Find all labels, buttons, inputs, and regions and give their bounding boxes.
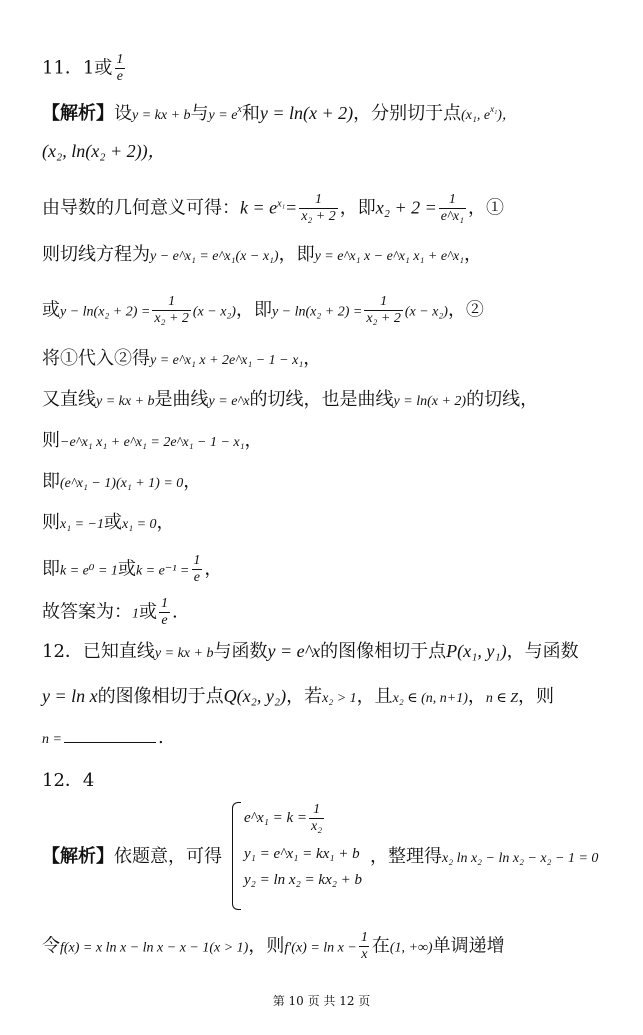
equation-system [232,800,382,910]
page-footer: 第 10 页 共 12 页 [272,994,371,1008]
q11-analysis-line-6: 将①代入②得y = e^x₁ x + 2e^x₁ − 1 − x₁， [42,348,322,369]
q11-analysis-line-4: 则切线方程为y − e^x₁ = e^x₁(x − x₁)，即y = e^x₁ x − e^x₁ x₁ + e^x₁， [42,244,483,265]
q11-answer-line [42,52,623,85]
answer-blank [64,726,156,743]
q11-analysis-line-10: 则x₁ = −1或x₁ = 0， [42,512,175,533]
q12-analysis-line-1: 【解析】依题意，可得 [42,846,222,867]
q11-analysis-line-8: 则−e^x₁ x₁ + e^x₁ = 2e^x₁ − 1 − x₁， [42,430,263,451]
q11-answer: 1或 [82,57,113,79]
q11-analysis-line-3: 由导数的几何意义可得：$k = e^{x_1}=$ $\frac{1}{\text{x₂ + 2}}$ ，即x₂ + 2 = $\frac{1}{\text{e\textasciicircum{}x₁}}$ ，① [42,192,504,224]
q11-analysis-line-1: 【解析】设y = kx + b与$y = e^x$和y = ln(x + 2)，分别切于点(x₁, $e^{x_1}$)， [42,103,516,124]
q11-number: 11． [42,57,83,79]
q11-analysis-line-7: 又直线y = kx + b是曲线y = e^x的切线，也是曲线y = ln(x + 2)的切线， [42,389,539,410]
analysis-tag: 【解析】 [42,846,114,867]
q12-number: 12． [42,641,83,662]
system-row-3: y₂ = ln x₂ = kx₂ + b [244,872,363,888]
system-row-2: y₁ = e^x₁ = kx₁ + b [244,846,360,862]
q11-analysis-line-2: (x₂, ln(x₂ + 2))， [42,141,166,161]
q12-statement-line-1: 12．已知直线y = kx + b与函数y = e^x的图像相切于点P(x₁, y₁)，与函数 [42,641,579,662]
analysis-tag: 【解析】 [42,103,114,124]
q11-analysis-line-5: 或y − ln(x₂ + 2) = $\frac{1}{\text{x₂ + 2}}$ (x − x₂)，即y − ln(x₂ + 2) = $\frac{1}{\text{x₂ + 2}}$ (x − x₂)，② [42,294,484,326]
q12-analysis-line-1b: ，整理得x₂ ln x₂ − ln x₂ − x₂ − 1 = 0 [370,846,599,867]
q11-analysis-line-9: 即(e^x₁ − 1)(x₁ + 1) = 0， [42,471,202,492]
q12-analysis-line-2: 令f(x) = x ln x − ln x − x − 1(x > 1)，则f′(x) = ln x − $\frac{1}{x}$ 在(1, +∞)单调递增 [42,930,505,962]
q12-statement-line-2: y = ln x的图像相切于点Q(x₂, y₂)，若x₂ > 1，且x₂ ∈ (n, n+1)，n ∈ Z，则 [42,686,555,707]
q11-answer-fraction: $\frac{1}{e}$ [116,52,124,84]
left-brace [232,802,241,910]
system-row-1: e^x₁ = k = $\frac{1}{\text{x₂}}$ [244,802,323,834]
q12-statement-line-3: n = . [42,727,164,748]
q11-final-answer-line: 故答案为：1或 $\frac{1}{e}$ . [42,596,178,628]
q11-analysis-line-11: 即k = e⁰ = 1或k = e⁻¹ = $\frac{1}{e}$ ， [42,553,223,585]
q12-answer-line: 12．4 [42,770,95,791]
